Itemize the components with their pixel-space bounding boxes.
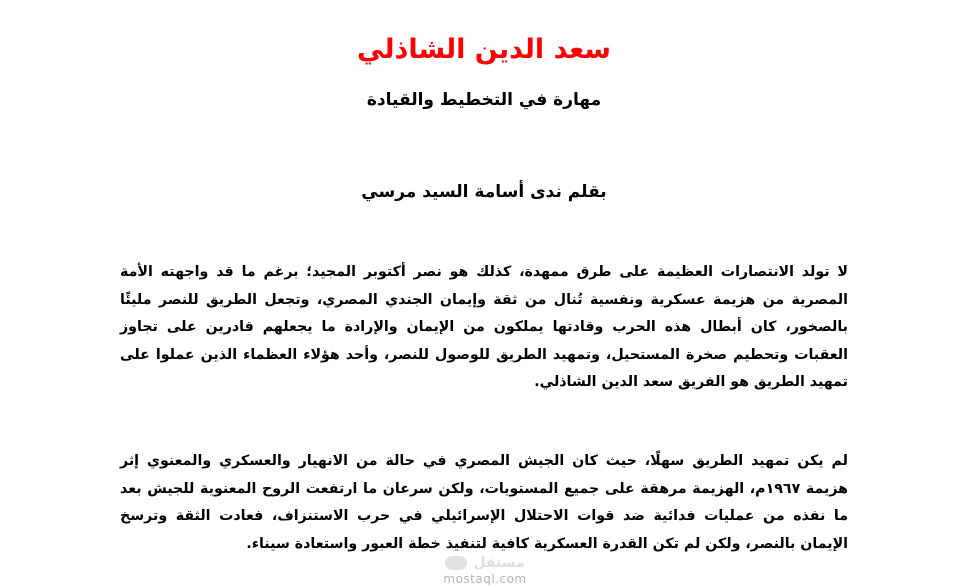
author-line: بقلم ندى أسامة السيد مرسي [361,182,607,202]
paragraph-2: لم يكن تمهيد الطريق سهلًا، حيث كان الجيش المصري في حالة من الانهيار والعسكري والمعنوي إثر هزيمة ١٩٦٧م، الهزيمة مرهقة على جميع المستويات، ولكن سرعان ما ارتفعت الروح المعنوية للجيش بعد ما نفذه من عمليات فدائية ضد قوات الاحتلال الإسرائيلي في حرب الاستنزاف، فعادت الثقة وترسخ الإيمان بالنصر، ولكن لم تكن القدرة العسكرية كافية لتنفيذ خطة العبور واستعادة سيناء. [120,453,849,552]
paragraph-1: لا تولد الانتصارات العظيمة على طرق ممهدة، كذلك هو نصر أكتوبر المجيد؛ برغم ما قد واجهته الأمة المصرية من هزيمة عسكرية ونفسية تُنال من ثقة وإيمان الجندي المصري، وتجعل الطريق للنصر مليئًا بالصخور، كان أبطال هذه الحرب وقادتها يملكون من الإيمان والإرادة ما يجعلهم قادرين على تجاوز العقبات وتحطيم صخرة المستحيل، وتمهيد الطريق للوصول للنصر، وأحد هؤلاء العظماء الذين عملوا على تمهيد الطريق هو الفريق سعد الدين الشاذلي. [120,264,848,390]
document-title: سعد الدين الشاذلي [357,34,611,65]
watermark-mark [445,556,467,570]
watermark-text: mostaql.com [443,572,527,586]
watermark-logo-word: مستقل [473,555,525,571]
document-subtitle: مهارة في التخطيط والقيادة [366,90,602,110]
